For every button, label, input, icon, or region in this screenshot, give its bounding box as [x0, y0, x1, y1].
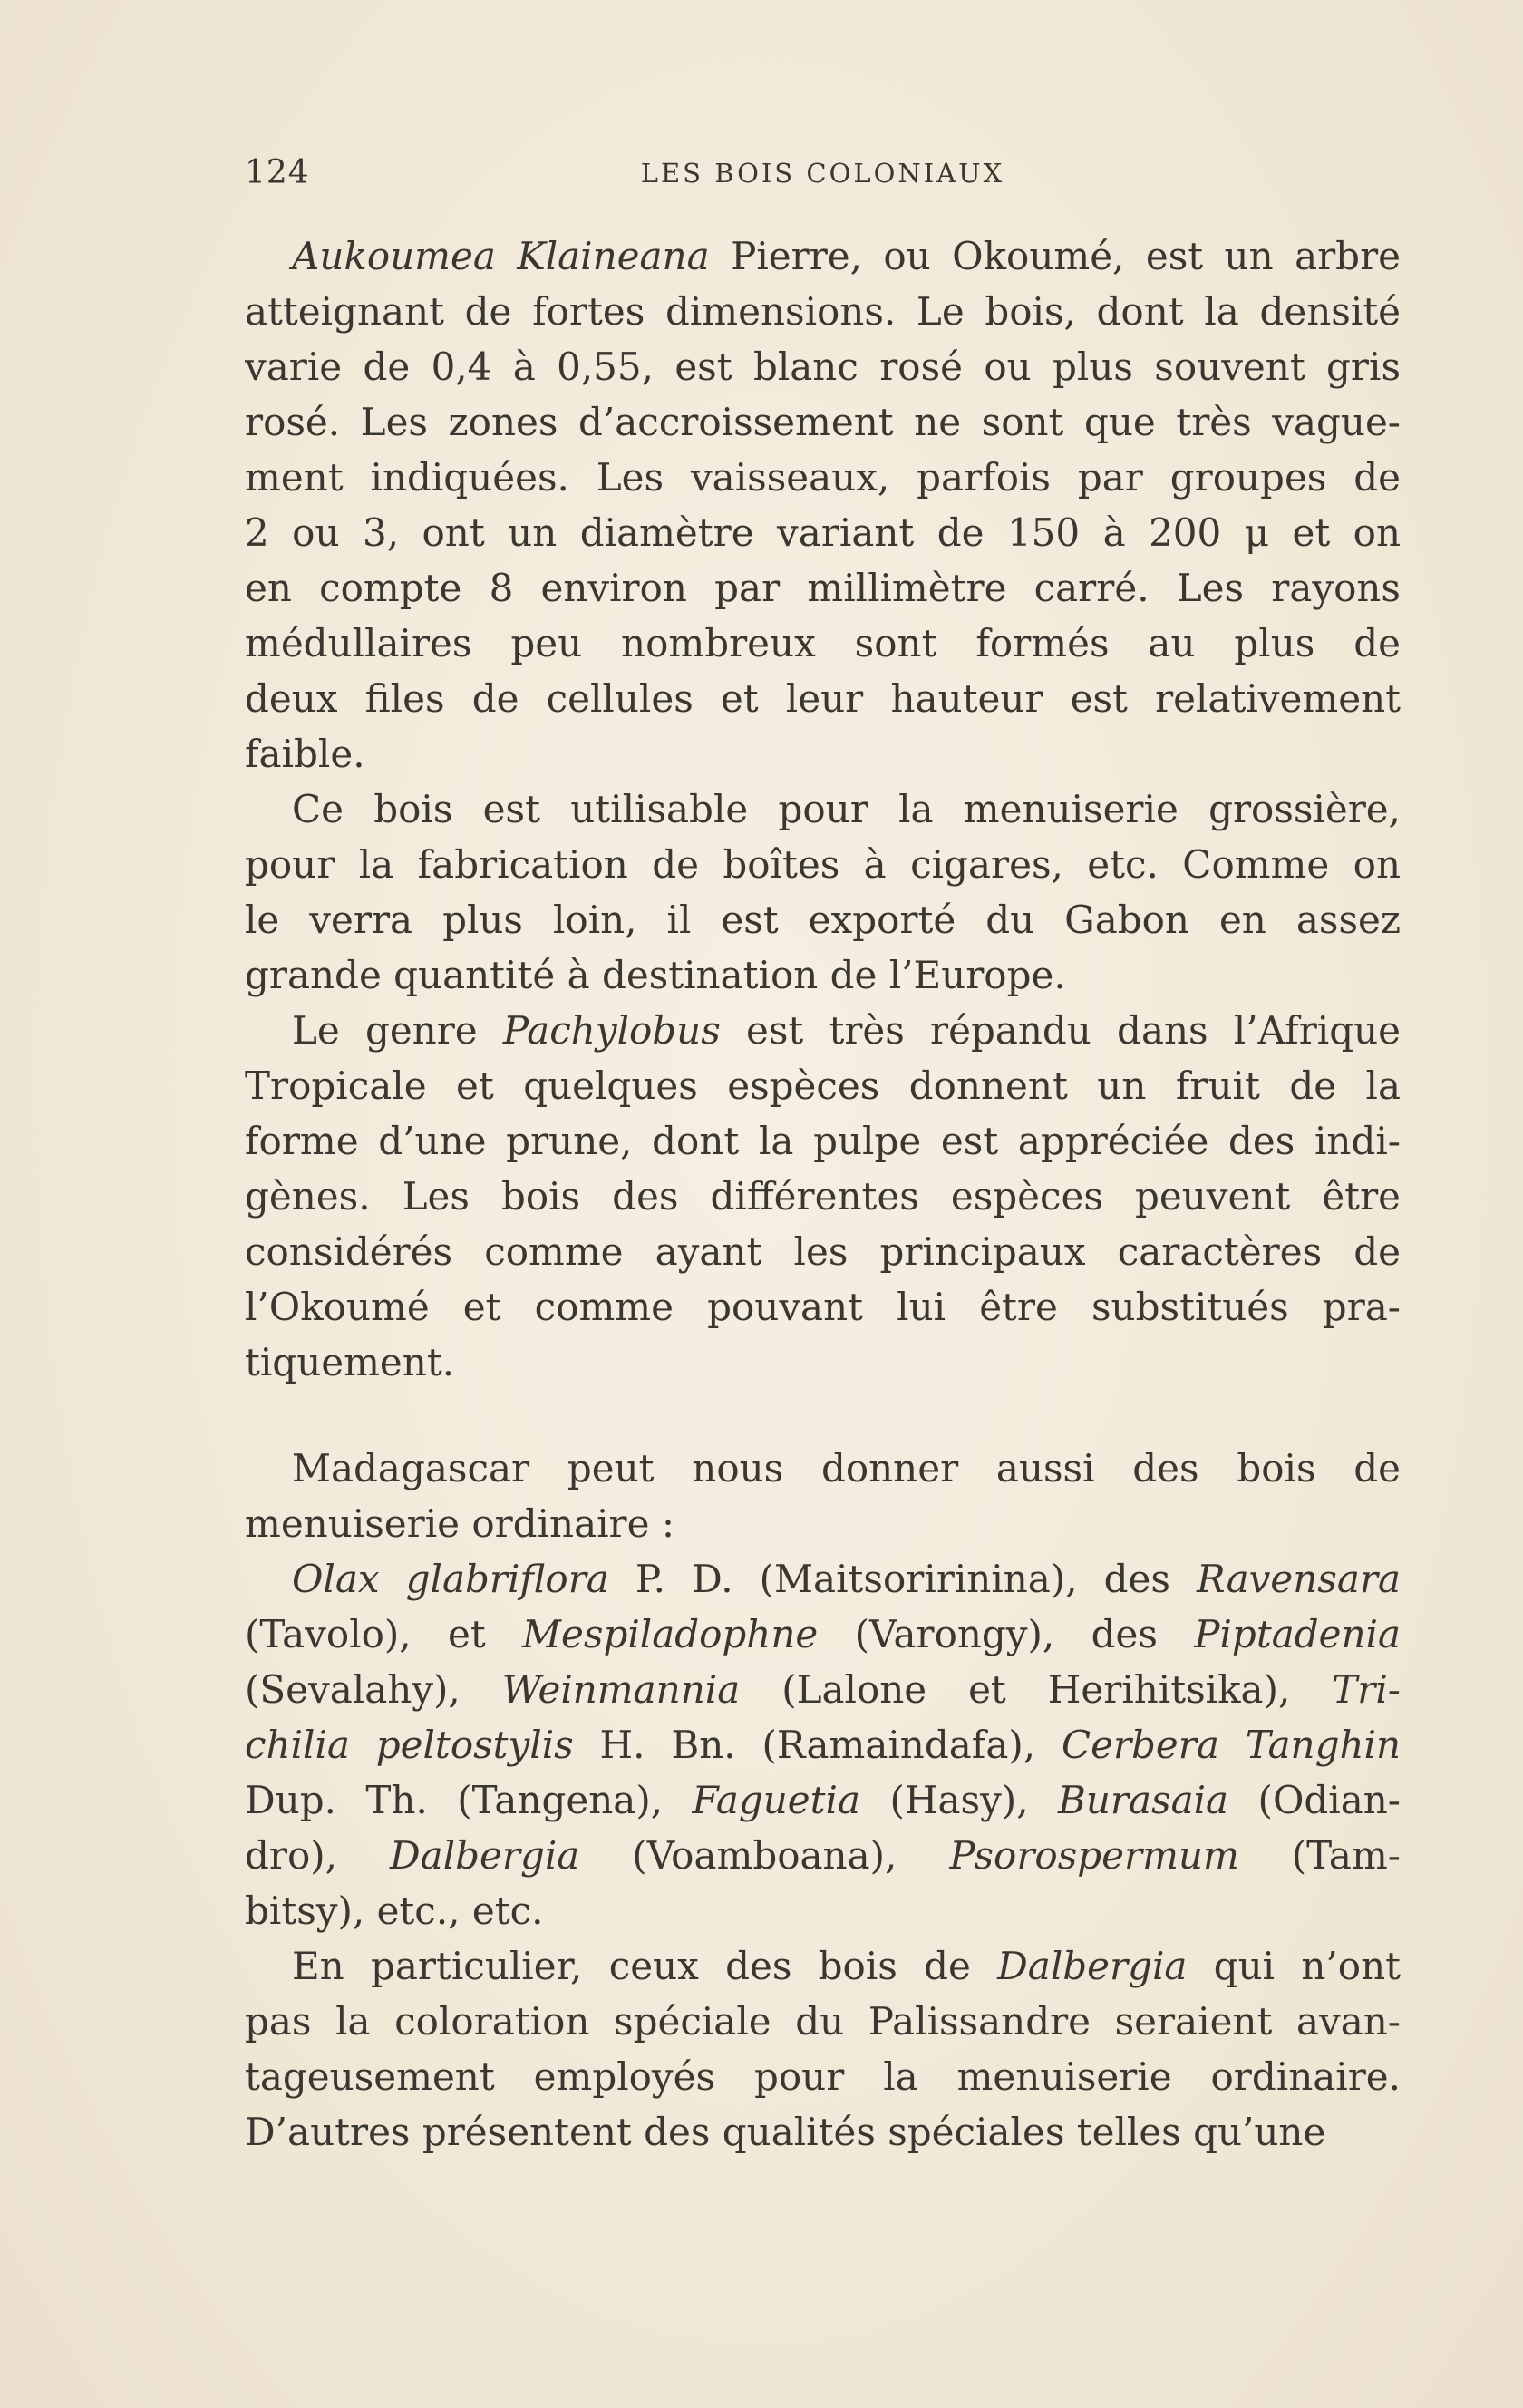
paragraph — [245, 1551, 1401, 1938]
text-segment: D’autres présentent des qualités spéciales telles qu’une — [245, 2110, 1326, 2154]
italic-taxon: Piptadenia — [1194, 1612, 1401, 1656]
text-segment: (Odian- — [1228, 1778, 1401, 1822]
italic-taxon: Cerbera Tanghin — [1061, 1723, 1401, 1767]
text-segment: Ce bois est utilisable pour la menuiserie grossière, — [292, 787, 1401, 831]
section-gap — [245, 1390, 1401, 1441]
text-segment: deux files de cellules et leur hauteur est relativement — [245, 676, 1401, 721]
text-segment: l’Okoumé et comme pouvant lui être substitués pra- — [245, 1285, 1401, 1329]
text-line — [245, 782, 1401, 837]
italic-taxon: chilia peltostylis — [245, 1723, 574, 1767]
text-line — [245, 947, 1401, 1003]
text-segment: médullaires peu nombreux sont formés au plus de — [245, 621, 1401, 665]
text-line — [245, 2049, 1401, 2104]
text-line — [245, 1003, 1401, 1058]
body-text — [245, 228, 1401, 2160]
text-segment: varie de 0,4 à 0,55, est blanc rosé ou plus souvent gris — [245, 345, 1401, 389]
text-line — [245, 560, 1401, 616]
text-segment: Dup. Th. (Tangena), — [245, 1778, 693, 1822]
text-line — [245, 339, 1401, 394]
text-line — [245, 892, 1401, 947]
text-segment: (Voamboana), — [579, 1833, 950, 1878]
paragraph — [245, 1938, 1401, 2160]
italic-taxon: Ravensara — [1197, 1557, 1401, 1601]
text-segment: Le genre — [292, 1008, 503, 1053]
text-line — [245, 1828, 1401, 1883]
text-segment: (Lalone et Herihitsika), — [740, 1667, 1333, 1712]
text-segment: (Varongy), des — [818, 1612, 1195, 1656]
text-segment: considérés comme ayant les principaux caractères de — [245, 1229, 1401, 1274]
italic-taxon: Dalbergia — [389, 1833, 580, 1878]
text-segment: pour la fabrication de boîtes à cigares, etc. Comme on — [245, 842, 1401, 887]
text-line — [245, 1717, 1401, 1772]
paragraph — [245, 1441, 1401, 1551]
text-line — [245, 671, 1401, 726]
text-line — [245, 1772, 1401, 1828]
text-segment: bitsy), etc., etc. — [245, 1889, 544, 1933]
text-segment: En particulier, ceux des bois de — [292, 1944, 998, 1988]
text-segment: est très répandu dans l’Afrique — [720, 1008, 1401, 1053]
paragraph — [245, 782, 1401, 1003]
text-segment: (Tam- — [1238, 1833, 1401, 1878]
paragraph — [245, 1003, 1401, 1390]
page-header — [245, 154, 1401, 199]
text-line — [245, 837, 1401, 892]
text-line — [245, 394, 1401, 450]
italic-taxon: Dalbergia — [997, 1944, 1188, 1988]
text-line — [245, 2104, 1401, 2160]
text-segment: pas la coloration spéciale du Palissandre seraient avan- — [245, 1999, 1401, 2044]
text-line — [245, 1335, 1401, 1390]
text-line — [245, 1169, 1401, 1224]
page-number: 124 — [245, 154, 310, 191]
text-line — [245, 1551, 1401, 1607]
text-segment: ment indiquées. Les vaisseaux, parfois par groupes de — [245, 455, 1401, 500]
text-segment: le verra plus loin, il est exporté du Gabon en assez — [245, 898, 1401, 942]
text-segment: forme d’une prune, dont la pulpe est appréciée des indi- — [245, 1119, 1401, 1163]
text-segment: dro), — [245, 1833, 390, 1878]
text-segment: faible. — [245, 732, 365, 776]
text-segment: en compte 8 environ par millimètre carré. Les rayons — [245, 566, 1401, 610]
text-segment: qui n’ont — [1187, 1944, 1401, 1988]
text-segment: tiquement. — [245, 1340, 455, 1384]
text-line — [245, 1938, 1401, 1994]
italic-taxon: Burasaia — [1058, 1778, 1229, 1822]
text-segment: gènes. Les bois des différentes espèces peuvent être — [245, 1174, 1401, 1219]
text-line — [245, 1607, 1401, 1662]
text-line — [245, 1496, 1401, 1551]
text-line — [245, 1883, 1401, 1938]
italic-taxon: Olax glabriflora — [292, 1557, 609, 1601]
text-segment: Madagascar peut nous donner aussi des bois de — [292, 1446, 1401, 1490]
text-segment: menuiserie ordinaire : — [245, 1501, 674, 1546]
italic-taxon: Psorospermum — [949, 1833, 1239, 1878]
text-line — [245, 616, 1401, 671]
text-segment: rosé. Les zones d’accroissement ne sont que très vague- — [245, 400, 1401, 444]
text-segment: H. Bn. (Ramaindafa), — [573, 1723, 1062, 1767]
italic-taxon: Tri- — [1332, 1667, 1401, 1712]
italic-taxon: Pachylobus — [502, 1008, 721, 1053]
text-segment: tageusement employés pour la menuiserie ordinaire. — [245, 2054, 1401, 2099]
text-line — [245, 228, 1401, 284]
text-line — [245, 1058, 1401, 1113]
text-segment: Pierre, ou Okoumé, est un arbre — [709, 234, 1401, 278]
text-segment: Tropicale et quelques espèces donnent un fruit de la — [245, 1063, 1401, 1108]
text-line — [245, 1224, 1401, 1279]
text-line — [245, 284, 1401, 339]
text-segment: grande quantité à destination de l’Europe. — [245, 953, 1066, 997]
text-segment: (Tavolo), et — [245, 1612, 523, 1656]
text-line — [245, 1994, 1401, 2049]
italic-taxon: Faguetia — [692, 1778, 861, 1822]
text-line — [245, 1279, 1401, 1335]
text-segment: atteignant de fortes dimensions. Le bois, dont la densité — [245, 289, 1401, 334]
italic-taxon: Weinmannia — [501, 1667, 741, 1712]
text-segment: (Sevalahy), — [245, 1667, 502, 1712]
text-line — [245, 1113, 1401, 1169]
text-segment: 2 ou 3, ont un diamètre variant de 150 à 200 μ et on — [245, 510, 1401, 555]
text-line — [245, 450, 1401, 505]
running-title: LES BOIS COLONIAUX — [640, 158, 1005, 189]
italic-taxon: Aukoumea Klaineana — [292, 234, 710, 278]
text-line — [245, 1441, 1401, 1496]
text-line — [245, 505, 1401, 560]
text-segment: P. D. (Maitsoririnina), des — [608, 1557, 1198, 1601]
text-line — [245, 726, 1401, 782]
paragraph — [245, 228, 1401, 782]
text-line — [245, 1662, 1401, 1717]
italic-taxon: Mespiladophne — [522, 1612, 819, 1656]
text-segment: (Hasy), — [860, 1778, 1058, 1822]
